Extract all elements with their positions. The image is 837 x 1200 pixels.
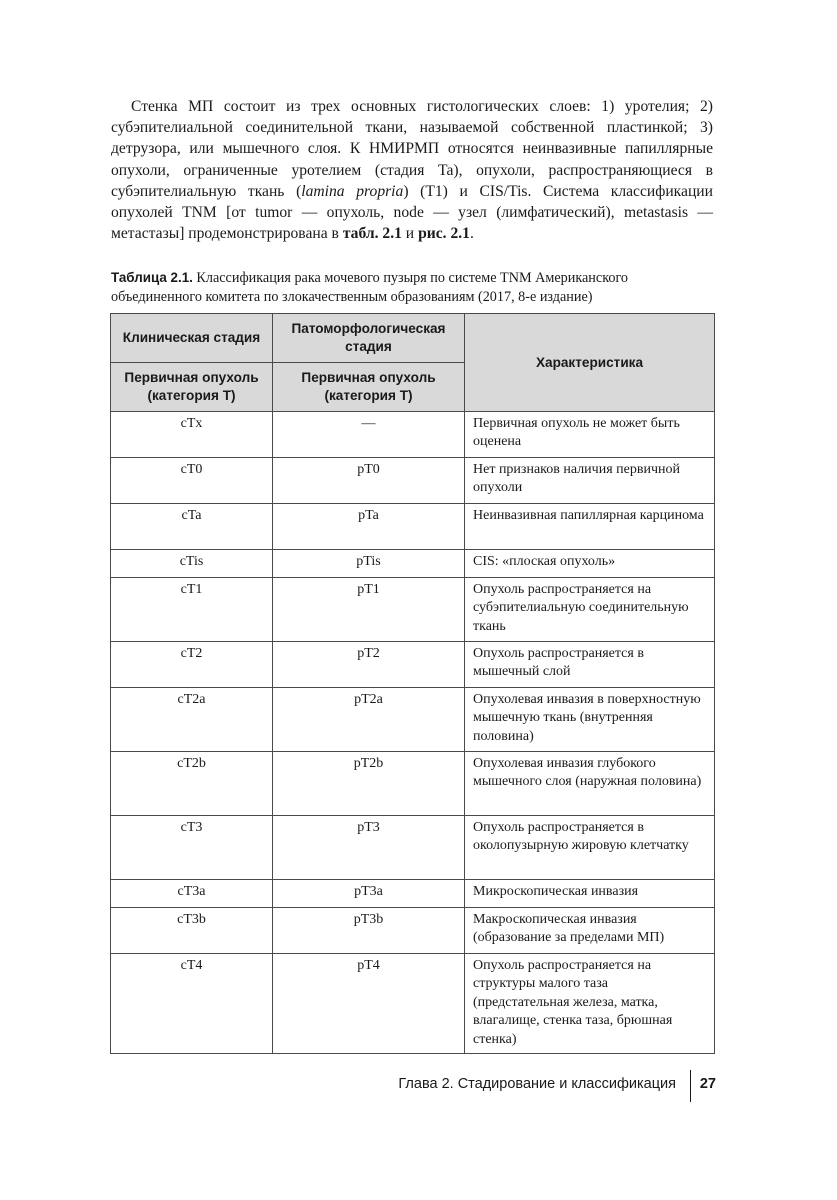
clinical-cell: cTis bbox=[111, 550, 273, 578]
table-caption bbox=[111, 268, 716, 307]
table-row bbox=[111, 642, 715, 688]
patho-cell: pT3 bbox=[273, 816, 465, 880]
description-cell: Макроскопическая инвазия (образование за пределами МП) bbox=[465, 908, 715, 954]
clinical-cell: cTx bbox=[111, 412, 273, 458]
table-row bbox=[111, 458, 715, 504]
clinical-cell: cT0 bbox=[111, 458, 273, 504]
patho-cell: — bbox=[273, 412, 465, 458]
patho-cell: pTa bbox=[273, 504, 465, 550]
figure-reference: рис. 2.1 bbox=[418, 225, 470, 243]
table-row bbox=[111, 688, 715, 752]
table-caption-label: Таблица 2.1. bbox=[111, 270, 193, 285]
clinical-cell: cTa bbox=[111, 504, 273, 550]
page-number: 27 bbox=[699, 1076, 716, 1092]
intro-text-2: ) (T1) и CIS/Tis. Система классификации опухолей TNM [от tumor — опухоль, node — узел (лимфатический), metastasis — метастазы] продемонстрирована в bbox=[111, 182, 713, 243]
intro-end: . bbox=[469, 225, 474, 243]
description-cell: Опухоль распространяется на структуры малого таза (предстательная железа, матка, влагалище, стенка таза, брюшная стенка) bbox=[465, 954, 715, 1054]
patho-cell: pTis bbox=[273, 550, 465, 578]
description-cell: Опухоль распространяется в околопузырную жировую клетчатку bbox=[465, 816, 715, 880]
intro-italic-term: lamina propria bbox=[301, 182, 404, 200]
patho-cell: pT2 bbox=[273, 642, 465, 688]
patho-cell: pT0 bbox=[273, 458, 465, 504]
patho-cell: pT3b bbox=[273, 908, 465, 954]
table-head bbox=[111, 314, 715, 412]
patho-cell: pT2a bbox=[273, 688, 465, 752]
table-row bbox=[111, 908, 715, 954]
description-cell: Опухолевая инвазия глубокого мышечного слоя (наружная половина) bbox=[465, 752, 715, 816]
patho-cell: pT2b bbox=[273, 752, 465, 816]
clinical-cell: cT2a bbox=[111, 688, 273, 752]
clinical-cell: cT2b bbox=[111, 752, 273, 816]
table-row bbox=[111, 816, 715, 880]
footer-divider bbox=[690, 1070, 692, 1102]
description-cell: Опухоль распространяется на субэпителиальную соединительную ткань bbox=[465, 578, 715, 642]
patho-cell: pT4 bbox=[273, 954, 465, 1054]
header-patho-primary: Первичная опухоль (категория T) bbox=[273, 363, 465, 412]
description-cell: Микроскопическая инвазия bbox=[465, 880, 715, 908]
intro-and: и bbox=[401, 225, 419, 243]
header-clinical-stage: Клиническая стадия bbox=[111, 314, 273, 363]
clinical-cell: cT2 bbox=[111, 642, 273, 688]
header-characteristic: Характеристика bbox=[465, 314, 715, 412]
table-body bbox=[111, 412, 715, 1054]
intro-paragraph bbox=[111, 96, 713, 244]
clinical-cell: cT3 bbox=[111, 816, 273, 880]
table-row bbox=[111, 550, 715, 578]
description-cell: Первичная опухоль не может быть оценена bbox=[465, 412, 715, 458]
description-cell: Опухолевая инвазия в поверхностную мышечную ткань (внутренняя половина) bbox=[465, 688, 715, 752]
description-cell: Неинвазивная папиллярная карцинома bbox=[465, 504, 715, 550]
table-row bbox=[111, 880, 715, 908]
table-row bbox=[111, 578, 715, 642]
description-cell: Нет признаков наличия первичной опухоли bbox=[465, 458, 715, 504]
table-row bbox=[111, 504, 715, 550]
description-cell: Опухоль распространяется в мышечный слой bbox=[465, 642, 715, 688]
intro-text-1: Стенка МП состоит из трех основных гистологических слоев: 1) уротелия; 2) субэпителиальной соединительной ткани, называемой собственной пластинкой; 3) детрузора, или мышечного слоя. К НМИРМП относятся неинвазивные папиллярные опухоли, ограниченные уротелием (стадия Ta), опухоли, распространяющиеся в субэпителиальную ткань ( bbox=[111, 98, 713, 200]
header-patho-stage: Патоморфологическая стадия bbox=[273, 314, 465, 363]
header-clinical-primary: Первичная опухоль (категория T) bbox=[111, 363, 273, 412]
description-cell: CIS: «плоская опухоль» bbox=[465, 550, 715, 578]
table-row bbox=[111, 412, 715, 458]
table-row bbox=[111, 752, 715, 816]
clinical-cell: cT3b bbox=[111, 908, 273, 954]
patho-cell: pT3a bbox=[273, 880, 465, 908]
table-caption-text: Классификация рака мочевого пузыря по системе TNM Американского объединенного комитета по злокачественным образованиям (2017, 8-е издание) bbox=[111, 270, 629, 305]
tnm-table bbox=[110, 313, 715, 1054]
clinical-cell: cT3a bbox=[111, 880, 273, 908]
running-footer-chapter: Глава 2. Стадирование и классификация bbox=[398, 1076, 676, 1092]
table-reference: табл. 2.1 bbox=[342, 225, 402, 243]
patho-cell: pT1 bbox=[273, 578, 465, 642]
table-row bbox=[111, 954, 715, 1054]
clinical-cell: cT1 bbox=[111, 578, 273, 642]
page-footer bbox=[380, 1070, 716, 1102]
clinical-cell: cT4 bbox=[111, 954, 273, 1054]
